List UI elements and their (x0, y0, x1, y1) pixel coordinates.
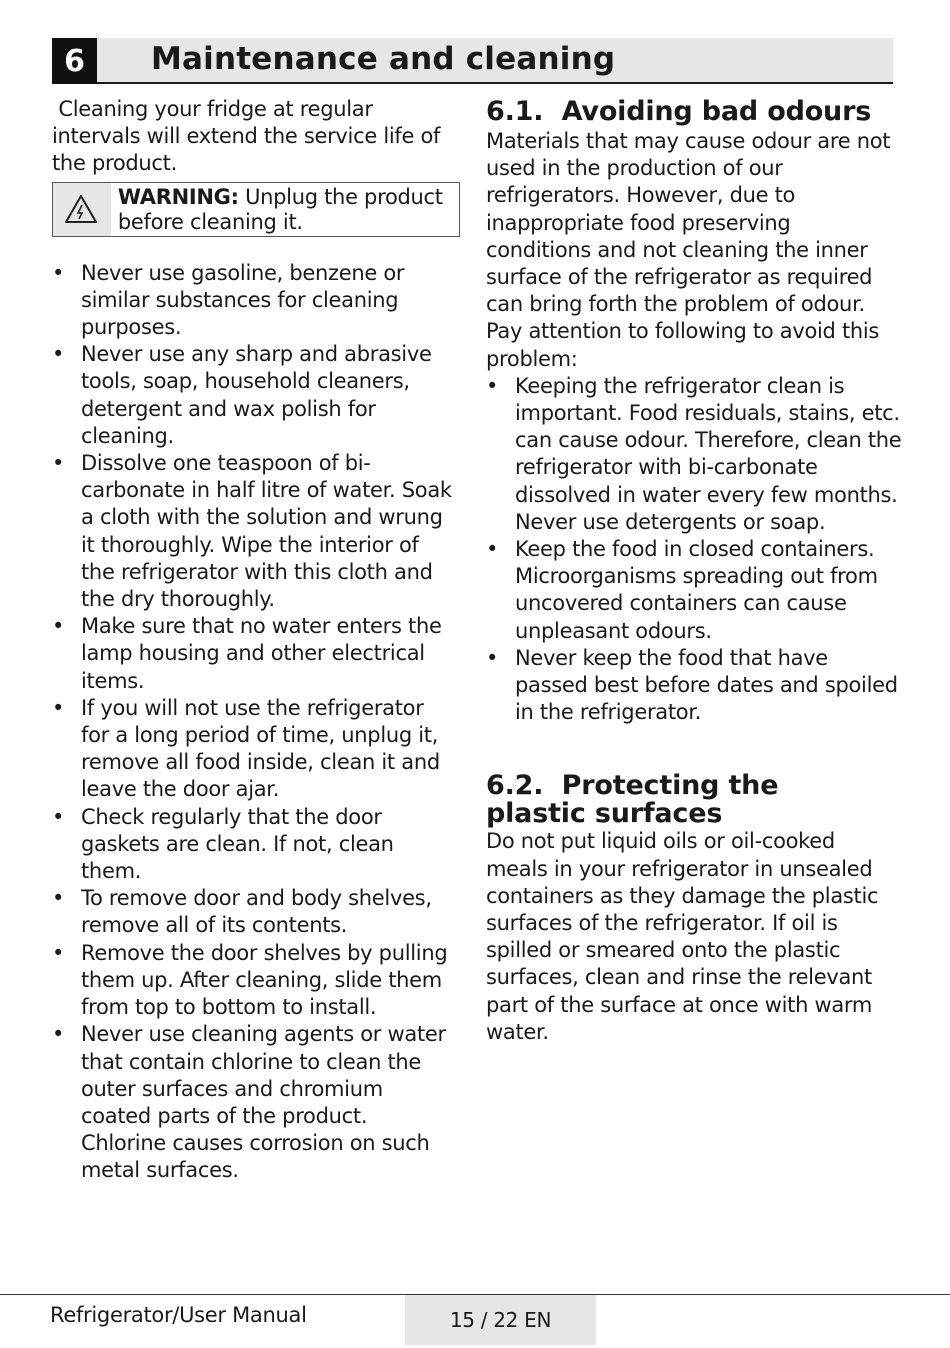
footer-manual-title: Refrigerator/User Manual (50, 1303, 307, 1327)
section-heading-odours: 6.1. Avoiding bad odours (486, 96, 872, 127)
right-column (486, 98, 904, 1046)
list-item: • Never use any sharp and abrasive tools, soap, household cleaners, detergent and wax polish for cleaning. (52, 341, 457, 450)
list-item: • Remove the door shelves by pulling them up. After cleaning, slide them from top to bottom to install. (52, 940, 457, 1022)
section-heading-plastic-line1: 6.2. Protecting the (486, 770, 779, 802)
list-item: • Make sure that no water enters the lamp housing and other electrical items. (52, 613, 457, 695)
list-item: • If you will not use the refrigerator for a long period of time, unplug it, remove all food inside, clean it and leave the door ajar. (52, 695, 457, 804)
warning-message: Unplug the product before cleaning it. (117, 184, 443, 235)
odours-bullet-list (486, 373, 904, 727)
warning-text (111, 183, 459, 236)
warning-box (52, 182, 460, 237)
section-heading-plastic-line2: plastic surfaces (486, 798, 723, 830)
list-item: • Keep the food in closed containers. Microorganisms spreading out from uncovered containers can cause unpleasant odours. (486, 536, 904, 645)
list-item: • Check regularly that the door gaskets are clean. If not, clean them. (52, 804, 457, 886)
chapter-title: Maintenance and cleaning (151, 41, 616, 77)
electric-warning-icon (53, 183, 111, 236)
plastic-paragraph: Do not put liquid oils or oil-cooked meals in your refrigerator in unsealed containers as they damage the plastic surfaces of the refrigerator. If oil is spilled or smeared onto the plastic surfaces, clean and rinse the relevant part of the surface at once with warm water. (486, 829, 879, 1044)
list-item: • Never use cleaning agents or water that contain chlorine to clean the outer surfaces and chromium coated parts of the product. Chlorine causes corrosion on such metal surfaces. (52, 1021, 457, 1184)
list-item: • Dissolve one teaspoon of bi-carbonate in half litre of water. Soak a cloth with the solution and wrung it thoroughly. Wipe the interior of the refrigerator with this cloth and the dry thoroughly. (52, 450, 457, 613)
list-item: • To remove door and body shelves, remove all of its contents. (52, 885, 457, 939)
warning-label: WARNING: (117, 184, 239, 209)
list-item: • Never use gasoline, benzene or similar substances for cleaning purposes. (52, 260, 457, 342)
intro-paragraph: Cleaning your fridge at regular intervals will extend the service life of the product. (52, 97, 447, 176)
left-column (52, 96, 457, 1185)
page-number: 15 / 22 EN (405, 1295, 596, 1345)
chapter-number: 6 (52, 38, 97, 84)
list-item: • Never keep the food that have passed best before dates and spoiled in the refrigerator. (486, 645, 904, 727)
list-item: • Keeping the refrigerator clean is important. Food residuals, stains, etc. can cause odour. Therefore, clean the refrigerator with bi-carbonate dissolved in water every few months. Never use detergents or soap. (486, 373, 904, 536)
odours-paragraph: Materials that may cause odour are not used in the production of our refrigerators. However, due to inappropriate food preserving conditions and not cleaning the inner surface of the refrigerator as required can bring forth the problem of odour. Pay attention to following to avoid this problem: (486, 129, 891, 371)
cleaning-bullet-list (52, 260, 457, 1185)
